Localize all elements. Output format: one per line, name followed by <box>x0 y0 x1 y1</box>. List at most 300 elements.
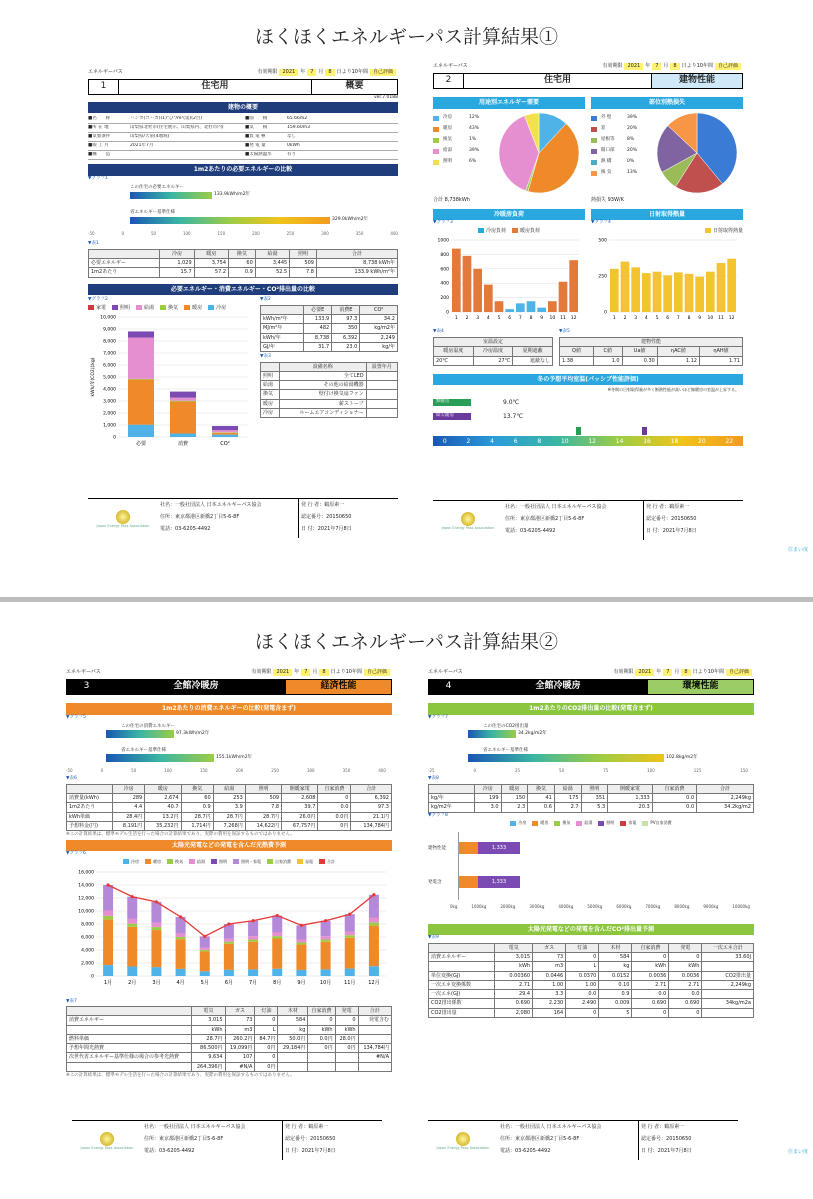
table-cell: kg/m2年 <box>429 803 475 812</box>
table-cell: 2.230 <box>533 999 566 1008</box>
table-cell: 28.4円 <box>113 812 145 821</box>
table-row <box>67 1025 392 1034</box>
bar-segment <box>321 940 331 942</box>
axis-tick: 400 <box>390 231 398 237</box>
table-cell: 3.9 <box>213 803 245 812</box>
axis-tick: 0 <box>121 231 125 237</box>
table-cell: 0.0 <box>652 803 696 812</box>
bar-segment <box>272 936 282 938</box>
axis-tick: 100 <box>182 231 191 237</box>
pie-legend-item: 換気 1% <box>433 135 495 146</box>
table-cell: 175 <box>554 794 581 803</box>
footer-3: Japan Energy Pass Association 社名：一般社団法人 日本エネルギーパス協会 住所：東京都港区新橋2丁目5-6-8F 電話：03-6205-4492 発 行 者：鶴原素一 認定番号：20150650 日 付：2021年7月8日 <box>72 1120 382 1160</box>
table-cell: 合計 <box>697 784 754 793</box>
table-cell: 0.9 <box>181 803 213 812</box>
table-cell: 灯油 <box>566 943 599 952</box>
table-cell: kWh/年 <box>261 333 304 342</box>
axis-tick: 2000kg <box>500 903 516 909</box>
pie-legend-item: 照明 6% <box>433 157 495 168</box>
monthly-cost-chart <box>66 866 392 996</box>
table-cell: 0.0036 <box>669 971 702 980</box>
table-cell: 照明 <box>290 249 317 258</box>
bar-segment <box>321 921 331 936</box>
table-cell: 34.2 <box>360 315 398 324</box>
table-cell: 0 <box>669 953 702 962</box>
table-cell: 0.0円 <box>318 812 351 821</box>
axis-tick: 200 <box>252 231 260 237</box>
bar-segment <box>296 926 306 940</box>
table-row <box>67 1053 392 1062</box>
comparison-header: 1m2あたりの必要エネルギーの比較 <box>88 164 398 176</box>
table-cell: kWh <box>308 1025 335 1034</box>
y-tick-label: 6,000 <box>81 935 94 941</box>
table-cell: 199 <box>474 794 501 803</box>
axis-tick: 50 <box>131 768 137 774</box>
table-cell: 134,784円 <box>358 1044 391 1053</box>
table-cell: ηAH値 <box>700 347 743 356</box>
x-tick-label: 5月 <box>200 980 209 987</box>
jepa-logo-icon <box>116 510 130 524</box>
table-cell: 0 <box>632 953 669 962</box>
table-cell: CO2排出量 <box>429 1008 495 1017</box>
table-cell: kWh <box>335 1025 358 1034</box>
table-row <box>261 324 398 333</box>
table-cell: 3.0 <box>474 803 501 812</box>
table-cell <box>366 381 397 390</box>
table-cell: 21.1円 <box>351 812 392 821</box>
table-cell: 0 <box>318 794 351 803</box>
table-cell <box>702 990 754 999</box>
table-cell: 消費エネルギー <box>67 1016 192 1025</box>
bar-segment <box>151 923 161 927</box>
table-cell: 予想年間光熱費 <box>67 1044 192 1053</box>
temp-tick: 8 <box>537 437 542 445</box>
pie-legend-item: 暖房 43% <box>433 124 495 135</box>
table-cell: 351 <box>581 794 608 803</box>
table-cell: 26.0円 <box>282 812 318 821</box>
table-cell: 暖房 <box>194 249 228 258</box>
bar-segment <box>176 934 186 938</box>
table-cell: 2.7 <box>554 803 581 812</box>
table-cell: 換気 <box>528 784 555 793</box>
temp-tick: 14 <box>615 437 624 445</box>
table-cell: 自家消費 <box>318 784 351 793</box>
table-cell: Ua値 <box>622 347 657 356</box>
table-cell: 電気 <box>495 943 533 952</box>
table-cell: 0.690 <box>632 999 669 1008</box>
temp-tick: 10 <box>560 437 569 445</box>
y-tick-label: 9,000 <box>103 327 116 333</box>
fuel-cost-table <box>66 1006 392 1072</box>
table-cell: m3 <box>225 1025 255 1034</box>
x-tick-label: 必要 <box>135 441 147 447</box>
x-tick-label: 2 <box>465 316 469 322</box>
table-cell: 発電含む <box>358 1016 391 1025</box>
table-cell <box>429 943 495 952</box>
bar-segment <box>224 939 234 942</box>
table-row <box>429 971 754 980</box>
table-cell: 消費エネルギー <box>429 953 495 962</box>
axis-tick: 400 <box>378 768 386 774</box>
table-row <box>89 259 398 268</box>
table-cell <box>335 1062 358 1071</box>
table-cell <box>366 390 397 399</box>
axis-tick: 3000kg <box>529 903 545 909</box>
axis-tick: 250 <box>271 768 279 774</box>
bar <box>610 269 619 312</box>
summary-table <box>260 305 398 352</box>
axis-tick: 200 <box>235 768 244 774</box>
table-cell: 灯油 <box>255 1007 278 1016</box>
pie-legend-item: 窓 20% <box>591 124 653 135</box>
x-tick-label: 8 <box>687 316 691 322</box>
y-tick-label: 0 <box>91 974 94 980</box>
x-tick-label: 10 <box>707 316 714 322</box>
pie-legend-item: 外 壁 39% <box>591 113 653 124</box>
table-cell: 289 <box>113 794 145 803</box>
legend-item: 照明・家電 <box>233 859 261 865</box>
table-row <box>261 390 398 399</box>
bar-segment <box>345 935 355 937</box>
table-cell: 6,392 <box>332 333 360 342</box>
table-cell: 0 <box>255 1053 278 1062</box>
edge-label: 住まい度 <box>788 547 809 553</box>
table-cell: 換気 <box>261 390 280 399</box>
table-cell: 0.6 <box>528 803 555 812</box>
axis-tick: 75 <box>603 768 609 774</box>
table-cell: 19,099円 <box>225 1044 255 1053</box>
table-cell: 31.7 <box>304 342 332 351</box>
table-cell: 164 <box>533 1008 566 1017</box>
table-cell: 夏期遮蔽 <box>513 347 553 356</box>
table-cell: 2.71 <box>495 980 533 989</box>
co2-emission-table <box>428 943 754 1018</box>
table-cell: 照明 <box>581 784 608 793</box>
legend-item: 照明 <box>598 820 614 826</box>
table-cell: 1,333 <box>608 794 652 803</box>
y-tick-label: 2,000 <box>103 411 116 417</box>
table-cell <box>366 371 397 380</box>
bar <box>621 262 630 312</box>
table-cell: 設備名称 <box>279 362 366 371</box>
axis-tick: 300 <box>321 231 329 237</box>
axis-tick: 4000kg <box>558 903 574 909</box>
x-tick-label: 11 <box>560 316 566 322</box>
legend-item: 照明 <box>211 859 227 865</box>
sheet-header: 3 全館冷暖房 経済性能 <box>66 679 392 695</box>
y-tick-label: 4,000 <box>103 387 116 393</box>
y-tick-label: 500 <box>598 238 607 244</box>
bar-segment <box>127 924 137 927</box>
table-cell: 2.71 <box>632 980 669 989</box>
bar <box>727 259 736 312</box>
table-cell: 0.30 <box>622 356 657 365</box>
table-cell: 41 <box>528 794 555 803</box>
table-cell: L <box>566 962 599 971</box>
y-tick-label: 1,000 <box>103 423 116 429</box>
table-cell: 7,268円 <box>213 821 245 830</box>
axis-tick: 350 <box>342 768 351 774</box>
bar-segment <box>200 950 210 952</box>
bar-segment <box>224 970 234 976</box>
table-cell: 34.2kg/m2 <box>697 803 754 812</box>
axis-tick: -25 <box>428 768 435 774</box>
table-cell: 給湯 <box>213 784 245 793</box>
x-tick-label: 2月 <box>128 980 137 987</box>
bar-segment <box>127 967 137 977</box>
x-tick-label: 4 <box>486 316 490 322</box>
bar-segment <box>103 965 113 976</box>
table-cell: 木材 <box>278 1007 308 1016</box>
x-tick-label: 6 <box>666 316 670 322</box>
table-row <box>67 1034 392 1043</box>
bar <box>642 273 651 312</box>
table-cell <box>702 962 754 971</box>
bar <box>527 301 536 312</box>
table-cell: 0 <box>308 1016 335 1025</box>
bar-segment <box>369 918 379 923</box>
table-cell: 27℃ <box>473 356 513 365</box>
legend-item: 換気 <box>554 820 570 826</box>
table-cell: 遮蔽なし <box>513 356 553 365</box>
bar-segment <box>176 937 186 939</box>
table-cell: 設置年月 <box>366 362 397 371</box>
axis-tick: -50 <box>88 231 95 237</box>
load-bar-chart <box>433 236 585 324</box>
table-cell <box>335 1053 358 1062</box>
table-cell: 482 <box>304 324 332 333</box>
table-cell: 暖房 <box>501 784 528 793</box>
x-tick-label: 12 <box>570 316 577 322</box>
x-tick-label: 8 <box>529 316 533 322</box>
table-cell: 0.0 <box>669 990 702 999</box>
bar <box>473 269 482 312</box>
axis-tick: 150 <box>217 231 226 237</box>
bar-segment <box>128 338 154 379</box>
y-tick-label: 0 <box>446 310 449 316</box>
pie-legend-item: 屋根等 8% <box>591 135 653 146</box>
y-tick-label: 3,000 <box>103 399 116 405</box>
table-cell: 28.0円 <box>335 1034 358 1043</box>
table-row <box>429 980 754 989</box>
y-tick-label: 5,000 <box>103 375 116 381</box>
table-cell: m3 <box>533 962 566 971</box>
x-tick-label: 3 <box>634 316 638 322</box>
winter-temp-header: 冬の予想平均室温(パッシブ性能評価) <box>433 374 743 386</box>
table-cell: 冷房 <box>113 784 145 793</box>
x-tick-label: 8月 <box>273 980 282 987</box>
table-cell: 67,757円 <box>282 821 318 830</box>
table-cell: CO2排出量 <box>702 971 754 980</box>
legend-item: 自家消費 <box>267 859 291 865</box>
bar-segment <box>170 392 196 398</box>
bar-segment <box>248 940 258 942</box>
x-tick-label: 9 <box>540 316 544 322</box>
y-tick-label: 200 <box>440 296 449 302</box>
bar-segment <box>296 943 306 945</box>
table-cell: 3,445 <box>255 259 289 268</box>
bar-segment <box>200 937 210 948</box>
axis-tick: 5000kg <box>587 903 603 909</box>
bar <box>695 277 704 312</box>
table-cell: 必要エネルギー <box>89 259 160 268</box>
temp-tick: 18 <box>670 437 679 445</box>
table-cell: ガス <box>533 943 566 952</box>
sheet-2-performance: エネルギーパス 有効期限 2021 年 7 月 8 日より10年間 自己評価 2 住宅用 建物性能 用途別エネルギー需要 冷房 12% 暖房 43% 換気 1% 給湯 39% 照明 6% 合計 8,738kWh 部位別熱損失 外 壁 39% 窓 20% 屋根等 8% 開口部 20% 熱 橋 0% 換 気 13% 熱損失 93W/K 冷暖房負荷 ▼グラフ3 冷房負荷 暖房負荷 0 200 400 600 800 1000 1 2 3 4 5 6 7 8 9 10 11 12 日射取得熱量 ▼グラフ4 日射取得熱量 0 250 500 1 2 3 4 5 6 7 8 9 10 11 12 ▼表4 室温設定 暖房温度 冷房温度 夏期遮蔽 20℃ 27℃ 遮蔽なし ▼表5 建物性能 Q値 C値 Ua値 ηAC値 ηAH値 1.38 1.0 0.30 1.12 1.71 冬の予想平均室温(パッシブ性能評価) ※冬期の日射取得量が多く断熱性能が高いほど無暖房の室温が上昇する。 無暖房 9.0℃ 間欠暖房 13.7℃ 0 2 4 6 8 10 12 14 16 18 20 22 <box>433 62 743 542</box>
table-row <box>261 399 398 408</box>
bar-segment <box>103 920 113 966</box>
bar-segment <box>127 927 137 967</box>
table-cell: 39.7 <box>282 803 318 812</box>
bar-segment <box>103 916 113 920</box>
overview-row: ■竣 工 月 2021年7月 ■発 電 量 0kWh <box>88 142 398 151</box>
table-cell: 8,738 <box>304 333 332 342</box>
table-cell: 1m2あたり <box>67 803 113 812</box>
y-tick-label: 10,000 <box>100 315 116 321</box>
table-cell: 0 <box>566 1008 599 1017</box>
y-tick-label: 10,000 <box>78 909 94 915</box>
overview-table <box>88 115 398 160</box>
bar-segment <box>296 970 306 976</box>
table-cell: kg <box>599 962 632 971</box>
x-tick-label: 11 <box>718 316 724 322</box>
table-cell: 一次エネ合計 <box>702 943 754 952</box>
table-cell: 60 <box>181 794 213 803</box>
bar <box>717 263 726 312</box>
axis-tick: 9000kg <box>703 903 719 909</box>
bar-segment <box>212 430 238 432</box>
table-cell: 509 <box>290 259 317 268</box>
table-cell <box>278 1062 308 1071</box>
bar-segment <box>103 885 113 910</box>
table-cell: 換気 <box>229 249 256 258</box>
y-tick-label: 250 <box>598 274 607 280</box>
bar <box>452 249 461 312</box>
axis-tick: 0kg <box>450 903 458 909</box>
table-cell: 20℃ <box>434 356 474 365</box>
table-cell: 給湯 <box>554 784 581 793</box>
pie-legend-item: 開口部 20% <box>591 146 653 157</box>
axis-tick: 100 <box>647 768 655 774</box>
table-cell: 予想料金(円) <box>67 821 113 830</box>
bar-segment <box>103 911 113 916</box>
legend-item: 家電 <box>88 305 106 311</box>
temp-tick: 2 <box>466 437 471 445</box>
legend-item: 給湯 <box>576 820 592 826</box>
table-cell: kg/m2年 <box>360 324 398 333</box>
table-cell: 253 <box>213 794 245 803</box>
bar-segment <box>176 940 186 970</box>
table-cell: 0 <box>335 1016 358 1025</box>
table-row <box>67 794 392 803</box>
bar-segment <box>128 379 154 380</box>
table-cell: 0.0 <box>566 990 599 999</box>
bar <box>685 274 694 312</box>
sheet-header: 4 全館冷暖房 環境性能 <box>428 679 754 695</box>
table-cell: 57.2 <box>194 268 228 277</box>
legend-item: 冷房 <box>510 820 526 826</box>
bar-segment <box>212 433 238 435</box>
table-cell: 0.690 <box>669 999 702 1008</box>
table-cell: 暖房 <box>145 784 181 793</box>
table-cell: 消費量(kWh) <box>67 794 113 803</box>
legend-item: 冷房 <box>208 305 226 311</box>
table-cell: 開暖家電 <box>608 784 652 793</box>
table-row <box>261 371 398 380</box>
x-tick-label: 6月 <box>224 980 234 987</box>
table-row <box>261 381 398 390</box>
table-cell: 584 <box>599 953 632 962</box>
table-cell: 0.0 <box>318 803 351 812</box>
table-cell: 0円 <box>255 1062 278 1071</box>
bar-segment <box>128 380 154 425</box>
x-tick-label: 11月 <box>344 980 356 987</box>
table-cell: 509 <box>245 794 281 803</box>
bar-segment <box>345 969 355 976</box>
table-cell: CO² <box>360 305 398 314</box>
table-cell: 暖房 <box>261 399 280 408</box>
table-cell: 350 <box>332 324 360 333</box>
table-cell: 次世代省エネルギー基準仕様の場合の参考光熱費 <box>67 1053 192 1062</box>
overview-row: ■気象条件 山梨県/大泉(4地域) ■負 電 極 なし <box>88 133 398 142</box>
table-cell: 1m2あたり <box>89 268 160 277</box>
bar <box>674 273 683 313</box>
bar-segment <box>321 970 331 977</box>
table-cell: 0.0152 <box>599 971 632 980</box>
table-cell: 97.3 <box>332 315 360 324</box>
table-cell: 一次エネ(GJ) <box>429 990 495 999</box>
axis-tick: 100 <box>164 768 172 774</box>
table-cell: 97.3 <box>351 803 392 812</box>
table-cell: 開暖家電 <box>282 784 318 793</box>
sheet-header: 2 住宅用 建物性能 <box>433 73 743 89</box>
table-cell: L <box>255 1025 278 1034</box>
table-cell: MJ/m²年 <box>261 324 304 333</box>
table-row <box>429 953 754 962</box>
bar-segment <box>127 919 137 924</box>
footer-1: Japan Energy Pass Association 社名：一般社団法人 日本エネルギーパス協会 住所：東京都港区新橋2丁目5-6-8F 電話：03-6205-4492 発 行 者：鶴原素一 認定番号：20150650 日 付：2021年7月8日 <box>88 498 398 538</box>
table-cell: 584 <box>278 1016 308 1025</box>
table-cell: 0 <box>566 953 599 962</box>
y-tick-label: 400 <box>440 281 449 287</box>
table-cell: 20.3 <box>608 803 652 812</box>
table-cell: 3.3 <box>533 990 566 999</box>
y-axis-label: kWh/年(CO2はkg) <box>91 357 96 397</box>
bar-segment <box>151 930 161 967</box>
table-cell: 0.9 <box>599 990 632 999</box>
y-tick-label: 1000 <box>437 238 449 244</box>
table-cell <box>429 962 495 971</box>
section-title-2: ほくほくエネルギーパス計算結果② <box>254 631 559 653</box>
table-cell: 2.490 <box>566 999 599 1008</box>
x-tick-label: 3月 <box>152 980 161 987</box>
x-tick-label: 2 <box>623 316 627 322</box>
table-cell: 150 <box>501 794 528 803</box>
legend-item: 家電 <box>620 820 636 826</box>
y-tick-label: 800 <box>440 253 449 259</box>
energy-comparison-graph: この住宅の必要エネルギー 133.9kWh/m2年 省エネルギー基準仕様 329.0kWh/m2年 -50 0 50 100 150 200 250 300 350 400 <box>88 185 398 237</box>
legend-item: 給湯 <box>136 305 154 311</box>
pie-chart-heatloss <box>653 109 741 197</box>
axis-tick: 10000kg <box>732 903 750 909</box>
x-tick-label: 6 <box>508 316 512 322</box>
y-tick-label: 12,000 <box>78 896 94 902</box>
table-cell: CO2排出係数 <box>429 999 495 1008</box>
legend-item: 暖房 <box>184 305 202 311</box>
table-cell: Q値 <box>560 347 594 356</box>
table-cell <box>429 784 475 793</box>
table-row <box>261 408 398 417</box>
